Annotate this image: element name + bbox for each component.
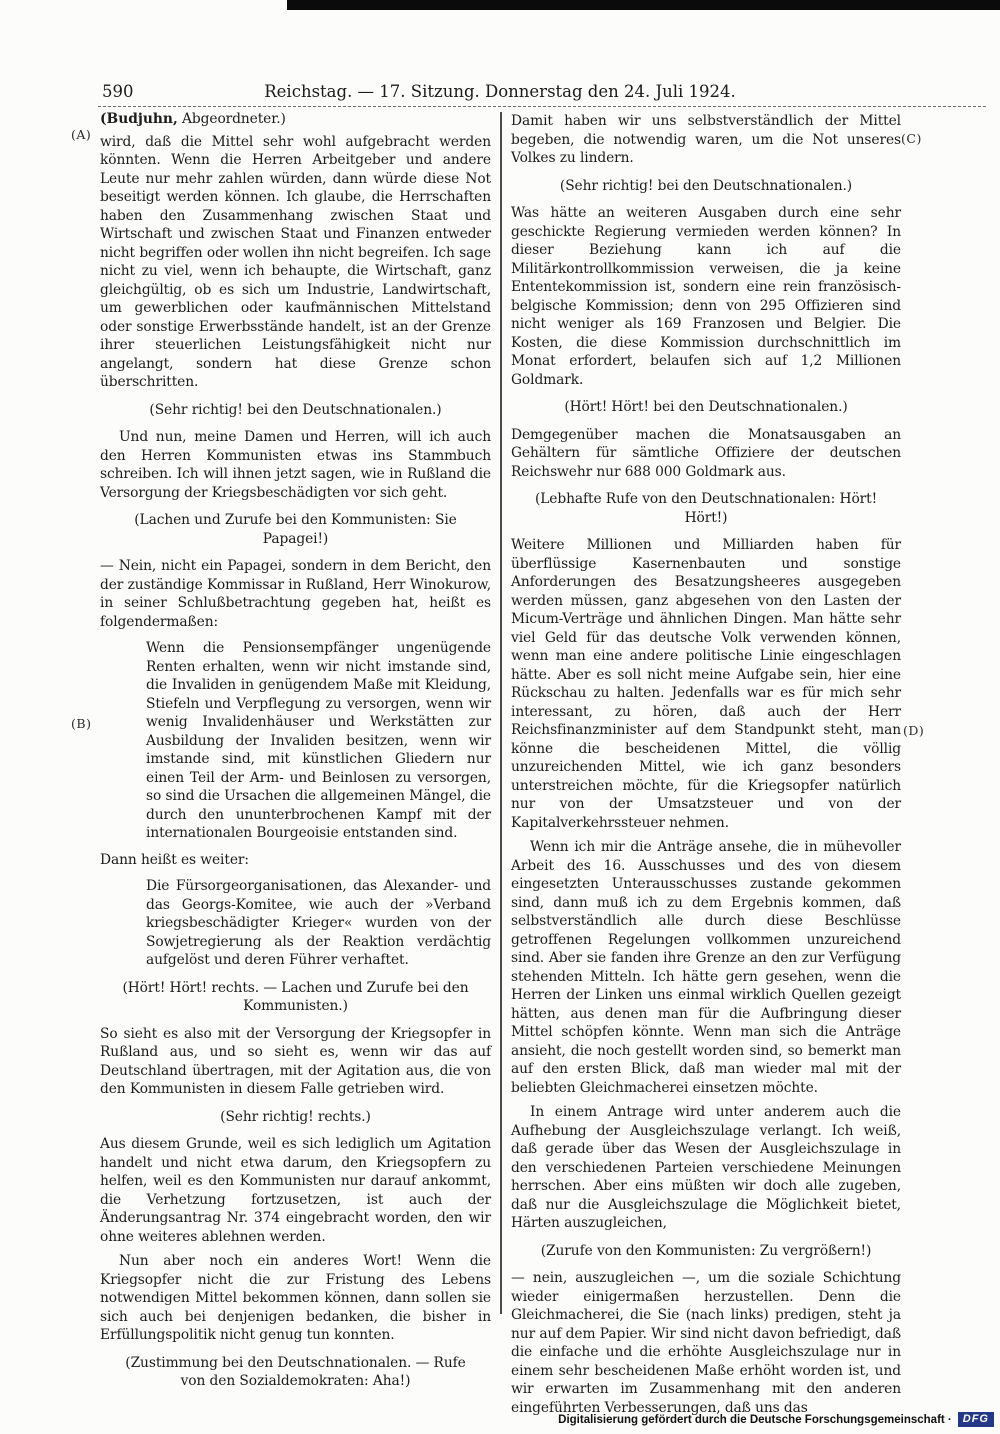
page-title: Reichstag. — 17. Sitzung. Donnerstag den 24. Juli 1924.: [264, 82, 736, 101]
speech-paragraph: Damit haben wir uns selbstverständlich der Mittel begeben, die notwendig waren, um die Not unseres Volkes zu lindern.: [511, 113, 901, 166]
speech-paragraph: — Nein, nicht ein Papagei, sondern in dem Bericht, den der zuständige Kommissar in Rußland, Herr Winokurow, in seiner Schlußbetrachtung gegeben hat, heißt es folgendermaßen:: [100, 558, 491, 630]
interjection-line: (Zurufe von den Kommunisten: Zu vergrößern!): [540, 1242, 872, 1259]
speech-paragraph: wird, daß die Mittel sehr wohl aufgebracht werden könnten. Wenn die Herren Arbeitgeber und andere Leute nur mehr zahlen würden, dann würde diese Not beseitigt werden können. Ich glaube, die Herrschaften haben den Zusammenhang zwischen Staat und Wirtschaft und zwischen Staat und Finanzen entweder nicht begriffen oder wollen ihn nicht begreifen. Ich sage nicht zu viel, wenn ich behaupte, die Wirtschaft, ganz gleichgültig, ob es sich um Industrie, Landwirtschaft, um gewerblichen oder kaufmännischen Mittelstand oder sonstige Erwerbsstände handelt, ist an der Grenze ihrer steuerlichen Leistungsfähigkeit nicht nur angelangt, sondern hat diese Grenze schon überschritten.: [100, 133, 491, 390]
speaker-role: Abgeordneter.): [177, 111, 286, 127]
speech-paragraph: Was hätte an weiteren Ausgaben durch eine sehr geschickte Regierung vermieden werden können? In dieser Beziehung kann ich auf die Militärkontrollkommission verweisen, die ja keine Ententekommission ist, sondern eine rein französisch-belgische Kommission; denn von 295 Offizieren sind nicht weniger als 169 Franzosen und Belgier. Die Kosten, die diese Kommission durchschnittlich im Monat erfordert, belaufen sich auf 1,2 Millionen Goldmark.: [511, 205, 901, 388]
speech-paragraph: Weitere Millionen und Milliarden haben für überflüssige Kasernenbauten und sonstige Anforderungen des Besatzungsheeres ausgegeben werden müssen, ganz abgesehen von den Lasten der Micum-Verträge und ähnlichen Dingen. Man hätte sehr viel Geld für das deutsche Volk verwenden können, wenn man eine andere politische Linie eingeschlagen hätte. Aber es soll nicht meine Aufgabe sein, hier eine Rückschau zu halten. Jedenfalls war es für mich sehr interessant, zu hören, daß auch der Herr Reichsfinanzminister auf dem Standpunkt steht, man könne die bescheidenen Mittel, die völlig unzureichenden Mittel, wie ich ganz besonders unterstreichen möchte, für die Kriegsopfer natürlich nur von der Umsatzsteuer und von der Kapitalverkehrssteuer nehmen.: [511, 537, 901, 831]
speaker-name: (Budjuhn,: [100, 111, 178, 127]
scan-edge-artifact: [287, 0, 1000, 10]
dfg-logo: DFG: [958, 1412, 994, 1427]
interjection-line: (Sehr richtig! rechts.): [220, 1108, 371, 1125]
interjection-line: (Zustimmung bei den Deutschnationalen. — Rufe von den Sozialdemokraten: Aha!): [125, 1354, 466, 1389]
speaker-note: [100, 110, 491, 129]
speech-paragraph: Dann heißt es weiter:: [100, 851, 249, 868]
page-number: 590: [102, 82, 134, 101]
digitization-footer: [558, 1412, 994, 1427]
column-divider-rule: [500, 112, 502, 1314]
interjection-line: (Hört! Hört! bei den Deutschnationalen.): [564, 399, 848, 415]
interjection-line: (Lachen und Zurufe bei den Kommunisten: Sie Papagei!): [134, 512, 457, 547]
footer-credit-text: Digitalisierung gefördert durch die Deutsche Forschungsgemeinschaft ·: [558, 1413, 952, 1426]
speech-paragraph: Nun aber noch ein anderes Wort! Wenn die Kriegsopfer nicht die zur Fristung des Lebens notwendigen Mittel bekommen können, dann sollen sie sich auch bei denjenigen bedanken, die bisher in Erfüllungspolitik nicht genug tun konnten.: [100, 1253, 491, 1343]
quotation-block: Die Fürsorgeorganisationen, das Alexander- und das Georgs-Komitee, wie auch der »Verband kriegsbeschädigter Krieger« wurden von der Sowjetregierung als der Reaktion verdächtig aufgelöst und deren Führer verhaftet.: [146, 878, 491, 968]
speech-paragraph: So sieht es also mit der Versorgung der Kriegsopfer in Rußland aus, und so sieht es, wenn wir das auf Deutschland übertragen, mit der Agitation aus, die von den Kommunisten in diesem Falle getrieben wird.: [100, 1025, 491, 1097]
speech-paragraph: Aus diesem Grunde, weil es sich lediglich um Agitation handelt und nicht etwa darum, den Kriegsopfern zu helfen, weil es den Kommunisten nur darauf ankommt, die Verhetzung fortzusetzen, ist auch der Änderungsantrag Nr. 374 eingebracht worden, den wir ohne weiteres ablehnen werden.: [100, 1136, 491, 1245]
speech-paragraph: Demgegenüber machen die Monatsausgaben an Gehältern für sämtliche Offiziere der deutschen Reichswehr nur 688 000 Goldmark aus.: [511, 426, 901, 480]
speech-paragraph: In einem Antrage wird unter anderem auch die Aufhebung der Ausgleichszulage verlangt. Ich weiß, daß gerade über das Wesen der Ausgleichszulage in den verschiedenen Parteien verschiedene Meinungen herrschen. Aber eins müßten wir doch alle zugeben, daß nur die Ausgleichszulage die Möglichkeit bietet, Härten auszugleichen,: [511, 1104, 901, 1231]
interjection-line: (Sehr richtig! bei den Deutschnationalen.): [559, 177, 853, 194]
column-marker-c: (C): [901, 131, 922, 146]
interjection-line: (Sehr richtig! bei den Deutschnationalen.): [149, 401, 442, 418]
header-rule: [98, 106, 986, 107]
page-header: [100, 82, 900, 104]
left-column-text: [100, 133, 491, 1391]
column-marker-b: (B): [71, 716, 92, 731]
interjection-line: (Hört! Hört! rechts. — Lachen und Zurufe bei den Kommunisten.): [122, 979, 469, 1014]
speech-paragraph: Wenn ich mir die Anträge ansehe, die in mühevoller Arbeit des 16. Ausschusses und des von diesem eingesetzten Unterausschusses zustande gekommen sind, dann muß ich zu dem Ergebnis kommen, daß selbstverständlich alle durch diese Beschlüsse getroffenen Regelungen vollkommen unzureichend sind. Aber sie fanden ihre Grenze an den zur Verfügung stehenden Mitteln. Ich hätte gern gesehen, wenn die Herren der Linken uns einmal wirklich Quellen gezeigt hätten, aus denen man für die Aufbringung dieser Mittel schöpfen könnte. Wenn man sich die Anträge ansieht, die noch gestellt worden sind, so bemerkt man auf den ersten Blick, daß man wieder mal mit der beliebten Gleichmacherei einsetzen möchte.: [511, 839, 901, 1096]
speech-paragraph: Und nun, meine Damen und Herren, will ich auch den Herren Kommunisten etwas ins Stammbuch schreiben. Ich will ihnen jetzt sagen, wie in Rußland die Versorgung der Kriegsbeschädigten vor sich geht.: [100, 429, 491, 501]
speech-paragraph: — nein, auszugleichen —, um die soziale Schichtung wieder einigermaßen herzustellen. Denn die Gleichmacherei, die Sie (nach links) predigen, steht ja nur auf dem Papier. Wir sind nicht davon befriedigt, daß die einfache und die erhöhte Ausgleichszulage nur in einem sehr bescheidenen Maße erhöht worden ist, und wir erwarten im Zusammenhang mit den anderen eingeführten Verbesserungen, daß uns das: [511, 1270, 901, 1416]
column-marker-a: (A): [71, 127, 92, 142]
quotation-block: Wenn die Pensionsempfänger ungenügende Renten erhalten, wenn wir nicht imstande sind, die Invaliden in genügendem Maße mit Kleidung, Stiefeln und Verpflegung zu versorgen, wenn wir wenig Invalidenhäuser und Werkstätten zur Ausbildung der Invaliden besitzen, wenn wir imstande sind, mit künstlichen Gliedern nur einen Teil der Arm- und Beinlosen zu versorgen, so sind die Ursachen die allgemeinen Mängel, die durch den ununterbrochenen Kampf mit der internationalen Bourgeoisie entstanden sind.: [146, 640, 491, 841]
right-column-text: [511, 112, 901, 1417]
right-column: [511, 112, 901, 1423]
interjection-line: (Lebhafte Rufe von den Deutschnationalen: Hört! Hört!): [534, 491, 878, 526]
column-marker-d: (D): [903, 723, 925, 738]
left-column: [100, 110, 491, 1400]
